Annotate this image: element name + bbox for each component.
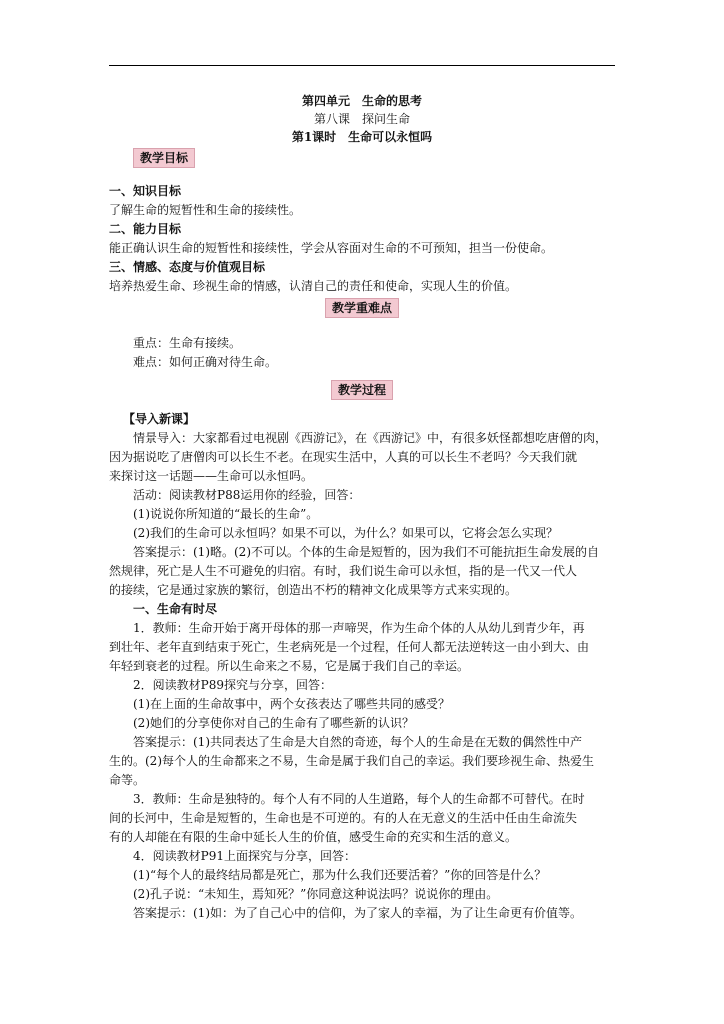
objectives-section <box>109 182 615 296</box>
paragraph-line: 间的长河中，生命是短暂的，生命也是不可逆的。有的人在无意义的生活中任由生命流失 <box>109 811 578 825</box>
process-section <box>109 410 615 923</box>
paragraph-line: 到壮年、老年直到结束于死亡，生老病死是一个过程，任何人都无法逆转这一由小到大、由 <box>109 640 590 654</box>
question-line: (2)她们的分享使你对自己的生命有了哪些新的认识？ <box>133 716 415 730</box>
objectives-badge: 教学目标 <box>133 148 195 168</box>
question-line: (1)在上面的生命故事中，两个女孩表达了哪些共同的感受？ <box>133 697 451 711</box>
intro-line: 情景导入：大家都看过电视剧《西游记》，在《西游记》中，有很多妖怪都想吃唐僧的肉， <box>133 431 608 445</box>
emotion-title: 三、情感、态度与价值观目标 <box>109 260 266 274</box>
header-rule <box>109 65 615 66</box>
answer-line: 然规律，死亡是人生不可避免的归宿。有时，我们说生命可以永恒，指的是一代又一代人 <box>109 564 578 578</box>
section-1-title: 一、生命有时尽 <box>133 602 218 616</box>
ability-title: 二、能力目标 <box>109 222 182 236</box>
intro-title: 【导入新课】 <box>123 412 196 426</box>
question-2: (2)我们的生命可以永恒吗？如果不可以，为什么？如果可以，它将会怎么实现？ <box>133 526 559 540</box>
paragraph-line: 4．阅读教材P91上面探究与分享，回答： <box>133 849 356 863</box>
unit-title: 第四单元 生命的思考 <box>301 94 422 108</box>
question-line: (1)“每个人的最终结局都是死亡，那为什么我们还要活着？”你的回答是什么？ <box>133 868 547 882</box>
answer-line: 的接续，它是通过家族的繁衍，创造出不朽的精神文化成果等方式来实现的。 <box>109 583 518 597</box>
answer-line: 答案提示：(1)如：为了自己心中的信仰，为了家人的幸福，为了让生命更有价值等。 <box>133 906 583 920</box>
ability-text: 能正确认识生命的短暂性和接续性，学会从容面对生命的不可预知，担当一份使命。 <box>109 241 554 255</box>
answer-line: 答案提示：(1)共同表达了生命是大自然的奇迹，每个人的生命是在无数的偶然性中产 <box>133 735 583 749</box>
paragraph-line: 1．教师：生命开始于离开母体的那一声啼哭，作为生命个体的人从幼儿到青少年，再 <box>133 621 585 635</box>
intro-line: 因为据说吃了唐僧肉可以长生不老。在现实生活中，人真的可以长生不老吗？今天我们就 <box>109 450 578 464</box>
lesson-title: 第八课 探问生命 <box>313 112 410 126</box>
keypoints-badge: 教学重难点 <box>325 298 399 318</box>
paragraph-line: 2．阅读教材P89探究与分享，回答： <box>133 678 332 692</box>
answer-line: 生的。(2)每个人的生命都来之不易，生命是属于我们自己的幸运。我们要珍视生命、热爱生 <box>109 754 595 768</box>
paragraph-line: 年轻到衰老的过程。所以生命来之不易，它是属于我们自己的幸运。 <box>109 659 470 673</box>
answer-line: 命等。 <box>109 773 146 787</box>
question-1: (1)说说你所知道的“最长的生命”。 <box>133 507 319 521</box>
focus-text: 重点：生命有接续。 <box>133 336 242 350</box>
process-badge: 教学过程 <box>331 380 393 400</box>
keypoints-section <box>109 334 615 372</box>
knowledge-title: 一、知识目标 <box>109 184 182 198</box>
question-line: (2)孔子说：“未知生，焉知死？”你同意这种说法吗？说说你的理由。 <box>133 887 499 901</box>
difficulty-text: 难点：如何正确对待生命。 <box>133 355 278 369</box>
intro-line: 来探讨这一话题——生命可以永恒吗。 <box>109 469 314 483</box>
knowledge-text: 了解生命的短暂性和生命的接续性。 <box>109 203 302 217</box>
answer-line: 答案提示：(1)略。(2)不可以。个体的生命是短暂的，因为我们不可能抗拒生命发展的自 <box>133 545 599 559</box>
paragraph-line: 有的人却能在有限的生命中延长人生的价值，感受生命的充实和生活的意义。 <box>109 830 518 844</box>
document-page <box>109 92 615 923</box>
emotion-text: 培养热爱生命、珍视生命的情感，认清自己的责任和使命，实现人生的价值。 <box>109 279 518 293</box>
period-title: 第1课时 生命可以永恒吗 <box>291 130 433 144</box>
paragraph-line: 3．教师：生命是独特的。每个人有不同的人生道路，每个人的生命都不可替代。在时 <box>133 792 585 806</box>
activity-text: 活动：阅读教材P88运用你的经验，回答： <box>133 488 361 502</box>
